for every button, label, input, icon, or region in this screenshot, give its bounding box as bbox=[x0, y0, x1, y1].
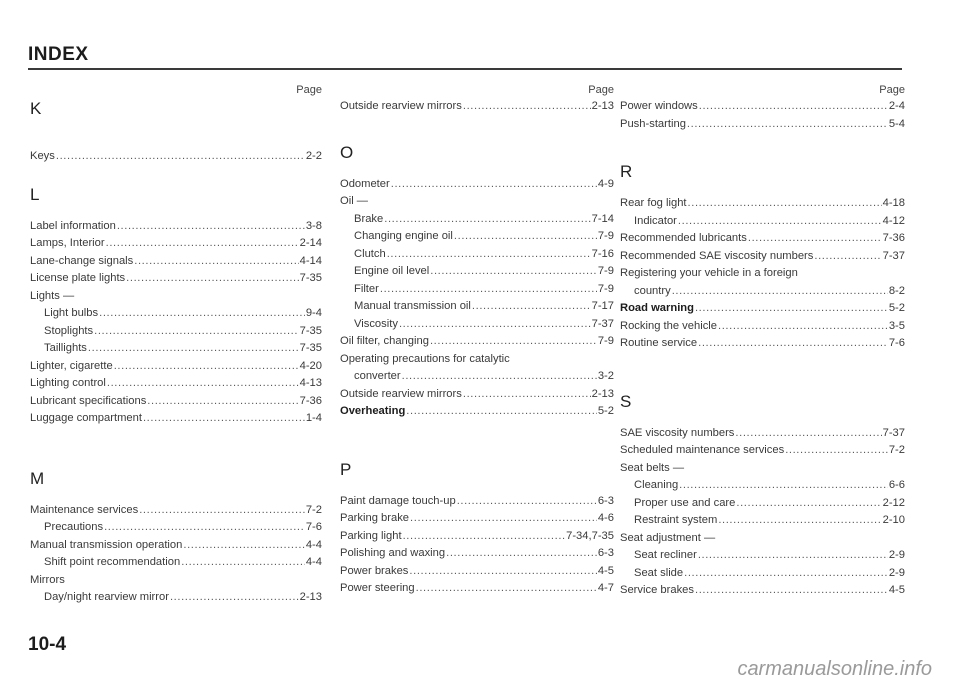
index-entry bbox=[620, 318, 905, 336]
index-entry bbox=[620, 300, 905, 318]
index-entry bbox=[30, 340, 322, 358]
index-section bbox=[340, 142, 614, 421]
entry-page-ref: 7-36 bbox=[299, 394, 322, 407]
dot-leader bbox=[409, 563, 596, 581]
entry-page-ref: 6-3 bbox=[597, 547, 614, 559]
dot-leader bbox=[748, 230, 882, 248]
dot-leader bbox=[126, 270, 298, 288]
index-section bbox=[30, 468, 322, 607]
entry-term: Lighter, cigarette bbox=[30, 359, 113, 372]
entry-term: Lights — bbox=[30, 289, 75, 302]
entry-term: Power steering bbox=[340, 582, 415, 594]
index-entry bbox=[30, 358, 322, 376]
entry-term: Recommended lubricants bbox=[620, 232, 747, 244]
index-section bbox=[340, 98, 614, 116]
entry-page-ref: 3-5 bbox=[888, 319, 905, 332]
index-entry bbox=[30, 572, 322, 590]
entry-page-ref: 4-5 bbox=[597, 564, 614, 577]
entry-term: Clutch bbox=[354, 247, 386, 260]
dot-leader bbox=[181, 554, 305, 572]
entry-page-ref: 7-9 bbox=[597, 230, 614, 242]
entry-page-ref: 2-13 bbox=[591, 100, 614, 112]
index-entry bbox=[340, 386, 614, 404]
entry-term: Oil — bbox=[340, 195, 368, 207]
dot-leader bbox=[430, 333, 597, 351]
dot-leader bbox=[672, 283, 888, 301]
entry-page-ref: 4-13 bbox=[299, 377, 322, 389]
dot-leader bbox=[736, 495, 881, 513]
page-column-header: Page bbox=[879, 84, 905, 96]
entry-term: Routine service bbox=[620, 337, 698, 349]
entry-page-ref: 2-9 bbox=[888, 566, 905, 579]
index-entry bbox=[340, 493, 614, 511]
entry-page-ref: 4-6 bbox=[597, 512, 614, 524]
entry-page-ref: 7-9 bbox=[597, 265, 614, 277]
entry-term: Filter bbox=[354, 282, 379, 295]
entry-term: Rocking the vehicle bbox=[620, 319, 718, 332]
entry-page-ref: 9-4 bbox=[305, 307, 322, 319]
section-letter: L bbox=[30, 184, 40, 204]
index-entry bbox=[340, 510, 614, 528]
entry-page-ref: 7-9 bbox=[597, 335, 614, 347]
page-number: 10-4 bbox=[28, 634, 67, 655]
index-section bbox=[620, 391, 905, 600]
entry-page-ref: 7-37 bbox=[882, 426, 905, 439]
dot-leader bbox=[183, 537, 304, 555]
entry-page-ref: 8-2 bbox=[888, 284, 905, 297]
index-entry bbox=[30, 218, 322, 236]
index-entry bbox=[30, 393, 322, 411]
section-letter: P bbox=[340, 459, 352, 479]
entry-page-ref: 2-4 bbox=[888, 100, 905, 112]
entry-page-ref: 2-9 bbox=[888, 549, 905, 561]
entry-term: Lane-change signals bbox=[30, 254, 134, 267]
title-divider bbox=[28, 68, 902, 70]
index-section bbox=[340, 459, 614, 598]
page-column-header: Page bbox=[296, 84, 322, 96]
dot-leader bbox=[134, 253, 298, 271]
entry-term: Service brakes bbox=[620, 584, 694, 596]
index-entry bbox=[340, 246, 614, 264]
page-title: INDEX bbox=[28, 44, 89, 65]
dot-leader bbox=[718, 318, 888, 336]
entry-term: Engine oil level bbox=[354, 265, 430, 277]
section-letter: O bbox=[340, 142, 354, 162]
dot-leader bbox=[88, 340, 299, 358]
entry-term: Power windows bbox=[620, 100, 698, 112]
index-entry bbox=[340, 528, 614, 546]
index-entry bbox=[340, 211, 614, 229]
dot-leader bbox=[170, 589, 299, 607]
entry-page-ref: 5-2 bbox=[888, 302, 905, 314]
entry-term: Lighting control bbox=[30, 377, 106, 389]
index-entry bbox=[30, 537, 322, 555]
entry-page-ref: 7-36 bbox=[882, 232, 905, 244]
index-entry bbox=[620, 512, 905, 530]
index-entry bbox=[620, 460, 905, 478]
entry-term: Brake bbox=[354, 212, 384, 225]
entry-page-ref: 2-13 bbox=[591, 387, 614, 400]
index-entry bbox=[340, 298, 614, 316]
dot-leader bbox=[695, 300, 888, 318]
index-entry bbox=[340, 193, 614, 211]
index-entry bbox=[30, 502, 322, 520]
index-entry bbox=[620, 442, 905, 460]
entry-page-ref: 4-5 bbox=[888, 584, 905, 596]
index-entry bbox=[620, 565, 905, 583]
entry-term: Indicator bbox=[634, 214, 677, 227]
dot-leader bbox=[403, 528, 566, 546]
page-column-header: Page bbox=[588, 84, 614, 96]
dot-leader bbox=[454, 228, 597, 246]
entry-page-ref: 2-13 bbox=[299, 591, 322, 603]
index-entry bbox=[620, 98, 905, 116]
index-entry bbox=[340, 281, 614, 299]
dot-leader bbox=[402, 368, 597, 386]
dot-leader bbox=[387, 246, 591, 264]
entry-page-ref: 7-16 bbox=[591, 247, 614, 260]
index-entry bbox=[340, 316, 614, 334]
dot-leader bbox=[106, 235, 299, 253]
entry-page-ref: 7-37 bbox=[591, 317, 614, 330]
entry-term: Oil filter, changing bbox=[340, 335, 429, 347]
index-entry bbox=[620, 495, 905, 513]
index-column-2 bbox=[340, 82, 614, 598]
index-entry bbox=[620, 335, 905, 353]
dot-leader bbox=[430, 263, 597, 281]
dot-leader bbox=[698, 335, 888, 353]
index-section bbox=[30, 98, 322, 166]
index-entry bbox=[340, 228, 614, 246]
dot-leader bbox=[147, 393, 298, 411]
index-entry bbox=[620, 283, 905, 301]
index-entry bbox=[30, 323, 322, 341]
index-entry bbox=[30, 410, 322, 428]
dot-leader bbox=[699, 98, 888, 116]
entry-page-ref: 7-35 bbox=[299, 272, 322, 284]
entry-term: converter bbox=[354, 370, 401, 382]
entry-term: Push-starting bbox=[620, 117, 686, 130]
dot-leader bbox=[472, 298, 591, 316]
index-section bbox=[30, 184, 322, 428]
index-entry bbox=[30, 554, 322, 572]
entry-term: Parking light bbox=[340, 529, 402, 542]
index-entry bbox=[340, 351, 614, 369]
dot-leader bbox=[391, 176, 597, 194]
index-entry bbox=[30, 235, 322, 253]
index-section bbox=[620, 161, 905, 353]
entry-term: License plate lights bbox=[30, 272, 126, 284]
entry-page-ref: 4-4 bbox=[305, 538, 322, 551]
entry-term: Rear fog light bbox=[620, 197, 687, 209]
dot-leader bbox=[688, 195, 882, 213]
dot-leader bbox=[380, 281, 597, 299]
entry-term: Seat slide bbox=[634, 566, 684, 579]
index-entry bbox=[30, 270, 322, 288]
entry-page-ref: 7-35 bbox=[299, 324, 322, 337]
dot-leader bbox=[384, 211, 590, 229]
index-entry bbox=[30, 253, 322, 271]
entry-term: Registering your vehicle in a foreign bbox=[620, 267, 798, 279]
entry-term: Changing engine oil bbox=[354, 230, 453, 242]
dot-leader bbox=[114, 358, 299, 376]
entry-page-ref: 2-12 bbox=[882, 496, 905, 509]
entry-term: Parking brake bbox=[340, 512, 410, 524]
entry-page-ref: 4-20 bbox=[299, 359, 322, 372]
entry-page-ref: 7-2 bbox=[888, 444, 905, 456]
dot-leader bbox=[695, 582, 888, 600]
entry-page-ref: 4-9 bbox=[597, 177, 614, 190]
entry-page-ref: 1-4 bbox=[305, 412, 322, 424]
entry-page-ref: 4-18 bbox=[882, 197, 905, 209]
entry-term: Label information bbox=[30, 219, 116, 232]
entry-term: Lubricant specifications bbox=[30, 394, 147, 407]
index-column-1 bbox=[30, 82, 322, 607]
dot-leader bbox=[678, 213, 882, 231]
entry-term: Mirrors bbox=[30, 573, 65, 586]
dot-leader bbox=[814, 248, 881, 266]
entry-page-ref: 4-14 bbox=[299, 254, 322, 267]
dot-leader bbox=[679, 477, 888, 495]
index-entry bbox=[620, 530, 905, 548]
entry-term: Operating precautions for catalytic bbox=[340, 352, 510, 365]
entry-term: Outside rearview mirrors bbox=[340, 100, 462, 112]
dot-leader bbox=[457, 493, 597, 511]
entry-page-ref: 7-34,7-35 bbox=[566, 529, 614, 542]
index-entry bbox=[620, 116, 905, 134]
entry-term: Keys bbox=[30, 150, 55, 162]
dot-leader bbox=[785, 442, 888, 460]
dot-leader bbox=[446, 545, 597, 563]
entry-page-ref: 2-10 bbox=[882, 514, 905, 526]
section-letter: S bbox=[620, 391, 632, 411]
entry-term: Light bulbs bbox=[44, 307, 99, 319]
entry-page-ref: 7-35 bbox=[299, 342, 322, 354]
entry-page-ref: 4-12 bbox=[882, 214, 905, 227]
entry-term: Seat belts — bbox=[620, 461, 685, 474]
entry-page-ref: 7-14 bbox=[591, 212, 614, 225]
section-letter: R bbox=[620, 162, 633, 181]
entry-page-ref: 4-4 bbox=[305, 556, 322, 568]
entry-term: Cleaning bbox=[634, 479, 679, 491]
index-entry bbox=[620, 547, 905, 565]
entry-page-ref: 3-8 bbox=[305, 219, 322, 232]
index-entry bbox=[620, 265, 905, 283]
dot-leader bbox=[56, 148, 305, 166]
index-entry bbox=[620, 582, 905, 600]
index-entry bbox=[620, 213, 905, 231]
index-entry bbox=[30, 375, 322, 393]
entry-term: Luggage compartment bbox=[30, 412, 142, 424]
dot-leader bbox=[463, 386, 591, 404]
entry-page-ref: 7-17 bbox=[591, 300, 614, 312]
section-letter: K bbox=[30, 99, 42, 118]
index-section bbox=[620, 98, 905, 133]
dot-leader bbox=[143, 410, 305, 428]
index-entry bbox=[340, 176, 614, 194]
dot-leader bbox=[410, 510, 597, 528]
index-entry bbox=[340, 333, 614, 351]
entry-page-ref: 5-4 bbox=[888, 117, 905, 130]
dot-leader bbox=[399, 316, 591, 334]
dot-leader bbox=[406, 403, 597, 421]
entry-page-ref: 2-14 bbox=[299, 237, 322, 249]
index-entry bbox=[340, 263, 614, 281]
entry-term: SAE viscosity numbers bbox=[620, 426, 735, 439]
entry-term: Recommended SAE viscosity numbers bbox=[620, 249, 814, 262]
index-entry bbox=[620, 477, 905, 495]
dot-leader bbox=[99, 305, 305, 323]
entry-page-ref: 6-6 bbox=[888, 479, 905, 491]
entry-term: Maintenance services bbox=[30, 503, 139, 516]
dot-leader bbox=[718, 512, 881, 530]
entry-term: Day/night rearview mirror bbox=[44, 591, 169, 603]
entry-page-ref: 6-3 bbox=[597, 494, 614, 507]
index-entry bbox=[340, 563, 614, 581]
index-entry bbox=[30, 148, 322, 166]
entry-term: Manual transmission oil bbox=[354, 300, 471, 312]
entry-page-ref: 7-37 bbox=[882, 249, 905, 262]
dot-leader bbox=[735, 425, 881, 443]
dot-leader bbox=[117, 218, 305, 236]
index-entry bbox=[30, 305, 322, 323]
entry-term: country bbox=[634, 284, 671, 297]
index-entry bbox=[620, 425, 905, 443]
entry-term: Shift point recommendation bbox=[44, 556, 181, 568]
entry-term: Road warning bbox=[620, 302, 694, 314]
index-entry bbox=[620, 248, 905, 266]
index-column-3 bbox=[620, 82, 905, 600]
entry-term: Odometer bbox=[340, 177, 390, 190]
entry-term: Stoplights bbox=[44, 324, 94, 337]
dot-leader bbox=[463, 98, 591, 116]
entry-term: Paint damage touch-up bbox=[340, 494, 456, 507]
dot-leader bbox=[94, 323, 298, 341]
dot-leader bbox=[139, 502, 305, 520]
entry-page-ref: 7-6 bbox=[305, 521, 322, 533]
index-entry bbox=[620, 195, 905, 213]
entry-term: Power brakes bbox=[340, 564, 409, 577]
entry-page-ref: 2-2 bbox=[305, 150, 322, 162]
index-entry bbox=[30, 288, 322, 306]
entry-term: Lamps, Interior bbox=[30, 237, 105, 249]
entry-term: Seat adjustment — bbox=[620, 531, 716, 544]
entry-term: Polishing and waxing bbox=[340, 547, 446, 559]
index-entry bbox=[340, 580, 614, 598]
entry-page-ref: 7-2 bbox=[305, 503, 322, 516]
entry-page-ref: 7-6 bbox=[888, 337, 905, 349]
entry-term: Manual transmission operation bbox=[30, 538, 183, 551]
dot-leader bbox=[684, 565, 888, 583]
index-entry bbox=[340, 368, 614, 386]
entry-term: Restraint system bbox=[634, 514, 718, 526]
dot-leader bbox=[107, 375, 299, 393]
entry-page-ref: 5-2 bbox=[597, 405, 614, 417]
dot-leader bbox=[687, 116, 888, 134]
index-entry bbox=[30, 519, 322, 537]
entry-term: Precautions bbox=[44, 521, 104, 533]
entry-page-ref: 7-9 bbox=[597, 282, 614, 295]
index-entry bbox=[340, 545, 614, 563]
index-entry bbox=[620, 230, 905, 248]
index-entry bbox=[30, 589, 322, 607]
entry-term: Overheating bbox=[340, 405, 406, 417]
entry-term: Outside rearview mirrors bbox=[340, 387, 462, 400]
entry-term: Seat recliner bbox=[634, 549, 697, 561]
section-letter: M bbox=[30, 468, 45, 488]
index-entry bbox=[340, 403, 614, 421]
dot-leader bbox=[416, 580, 597, 598]
dot-leader bbox=[698, 547, 888, 565]
entry-term: Taillights bbox=[44, 342, 87, 354]
entry-page-ref: 4-7 bbox=[597, 582, 614, 594]
watermark: carmanualsonline.info bbox=[737, 658, 932, 680]
entry-page-ref: 3-2 bbox=[597, 370, 614, 382]
entry-term: Viscosity bbox=[354, 317, 398, 330]
dot-leader bbox=[104, 519, 305, 537]
entry-term: Proper use and care bbox=[634, 496, 736, 509]
index-entry bbox=[340, 98, 614, 116]
entry-term: Scheduled maintenance services bbox=[620, 444, 785, 456]
